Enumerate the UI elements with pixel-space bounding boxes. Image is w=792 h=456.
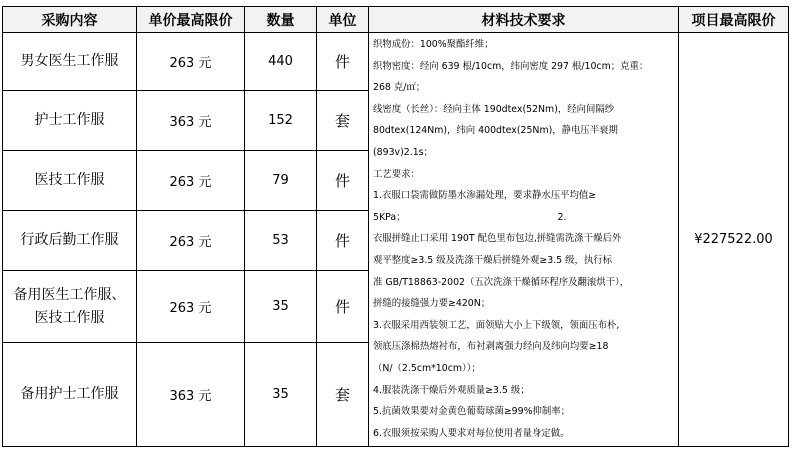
row-qty: 152 [245, 91, 317, 151]
row-price: 263 元 [137, 33, 245, 91]
procurement-table [2, 6, 789, 447]
row-unit: 套 [317, 343, 369, 447]
row-qty: 440 [245, 33, 317, 91]
spec-line: (893v)2.1s； [373, 146, 433, 158]
row-qty: 53 [245, 211, 317, 271]
spec-line: 3.衣服采用西装领工艺，面领贴大小上下级领，领面压布朴, [373, 319, 620, 331]
row-price: 263 元 [137, 151, 245, 211]
row-price: 263 元 [137, 211, 245, 271]
spec-line: 线密度（长丝）：经向主体 190dtex(52Nm)，经向间隔纱 [373, 103, 615, 115]
spec-line: 4.服装洗涤干燥后外观质量≥3.5 级； [373, 384, 530, 396]
row-qty: 35 [245, 343, 317, 447]
spec-line: 268 克/㎡； [373, 82, 426, 94]
spec-line: 5KPa； 2. [373, 211, 567, 223]
header-total: 项目最高限价 [679, 7, 789, 33]
spec-line: 观平整度≥3.5 级及洗涤干燥后拼缝外观≥3.5 级，执行标 [373, 254, 612, 266]
row-unit: 件 [317, 211, 369, 271]
header-row [3, 7, 789, 33]
header-item: 采购内容 [3, 7, 137, 33]
row-unit: 件 [317, 151, 369, 211]
row-qty: 35 [245, 271, 317, 343]
spec-line: 准 GB/T18863-2002（五次洗涤干燥循环程序及翻滚烘干）， [373, 276, 630, 288]
spec-line: （N/（2.5cm*10cm））； [373, 362, 481, 374]
row-item: 备用护士工作服 [3, 343, 137, 447]
row-qty: 79 [245, 151, 317, 211]
row-price: 263 元 [137, 271, 245, 343]
spec-line: 织物成份：100%聚酯纤维； [373, 39, 494, 50]
spec-line: 织物密度：经向 639 根/10cm，纬向密度 297 根/10cm；克重： [373, 60, 649, 72]
spec-line: 领底压涤棉热熔衬布，布衬剥离强力经向及纬向均要≥18 [373, 341, 609, 353]
spec-line: 6.衣服须按采购人要求对每位使用者量身定做。 [373, 427, 570, 439]
spec-line: 拼缝的接缝强力要≥420N； [373, 298, 491, 310]
header-qty: 数量 [245, 7, 317, 33]
spec-cell [369, 33, 679, 447]
header-spec: 材料技术要求 [369, 7, 679, 33]
table-row [3, 33, 789, 91]
row-item: 医技工作服 [3, 151, 137, 211]
row-price: 363 元 [137, 91, 245, 151]
row-price: 363 元 [137, 343, 245, 447]
row-item: 备用医生工作服、医技工作服 [3, 271, 137, 343]
spec-line: 5.抗菌效果要对金黄色葡萄球菌≥99%抑制率； [373, 406, 571, 418]
header-price: 单价最高限价 [137, 7, 245, 33]
spec-line: 衣服拼缝止口采用 190T 配色里布包边,拼缝需洗涤干燥后外 [373, 233, 622, 245]
row-unit: 套 [317, 91, 369, 151]
row-item: 行政后勤工作服 [3, 211, 137, 271]
row-item: 男女医生工作服 [3, 33, 137, 91]
project-total: ¥227522.00 [679, 33, 789, 447]
spec-line: 工艺要求： [373, 168, 420, 180]
header-unit: 单位 [317, 7, 369, 33]
row-unit: 件 [317, 271, 369, 343]
spec-line: 80dtex(124Nm)，纬向 400dtex(25Nm)，静电压半衰期 [373, 125, 618, 137]
row-item: 护士工作服 [3, 91, 137, 151]
spec-line: 1.衣服口袋需做防墨水渗漏处理，要求静水压平均值≥ [373, 190, 597, 202]
row-unit: 件 [317, 33, 369, 91]
